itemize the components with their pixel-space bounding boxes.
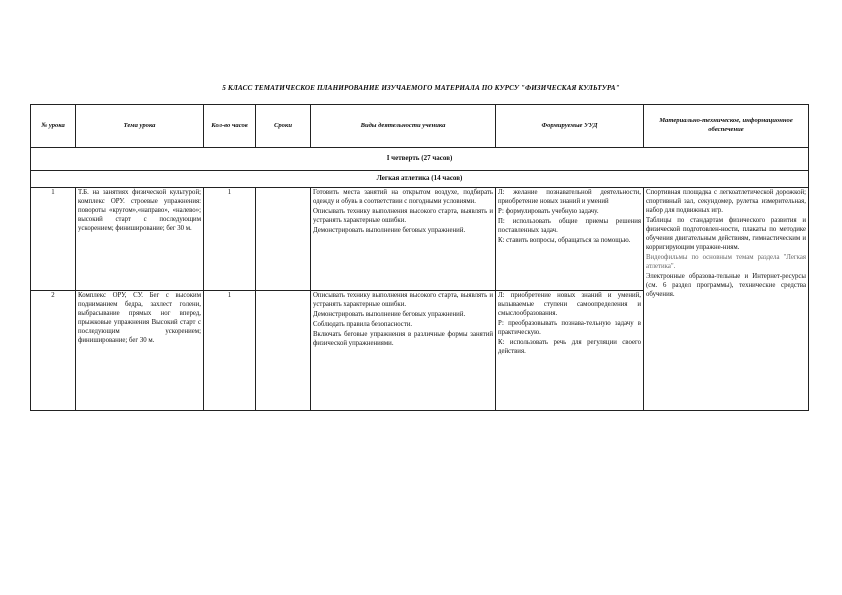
quarter-title: I четверть (27 часов) [31, 148, 809, 171]
activity-item: Демонстрировать выполнение беговых упражнений. [313, 310, 466, 318]
header-materials: Материально-техническое, информационное обеспечение [644, 105, 809, 148]
thematic-plan-table [30, 104, 809, 411]
uud-item: Р: преобразовывать познава-тельную задачу в практическую. [498, 319, 641, 336]
activity-item: Демонстрировать выполнение беговых упражнений. [313, 226, 466, 234]
lesson-topic: Комплекс ОРУ, СУ. Бег с высоким подниманием бедра, захлест голени, выбрасывание прямых ног вперед, прыжковые упражнения Высокий старт с последующим ускорением; финиширование; бег 30 м. [76, 291, 204, 411]
section-title: Легкая атлетика (14 часов) [31, 171, 809, 188]
lesson-dates [256, 291, 311, 411]
materials-cell [644, 188, 809, 411]
header-num: № урока [31, 105, 76, 148]
lesson-hours: 1 [204, 188, 256, 291]
activity-item: Соблюдать правила безопасности. [313, 320, 413, 328]
activity-cell [311, 291, 496, 411]
materials-item: Спортивная площадка с легкоатлетической дорожкой; спортивный зал, секундомер, рулетка измерительная, набор для подвижных игр. [646, 189, 806, 214]
activity-item: Описывать технику выполнения высокого старта, выявлять и устранять характерные ошибки. [313, 207, 493, 224]
header-topic: Тема урока [76, 105, 204, 148]
uud-cell [496, 291, 644, 411]
materials-item: Таблицы по стандартам физического развития и физической подготовлен-ности, плакаты по методике обучения двигательным действиям, гимнастическим и корригирующим упражне-ниям. [646, 216, 806, 251]
page-title: 5 КЛАСС ТЕМАТИЧЕСКОЕ ПЛАНИРОВАНИЕ ИЗУЧАЕМОГО МАТЕРИАЛА ПО КУРСУ "ФИЗИЧЕСКАЯ КУЛЬТУРА" [222, 84, 620, 92]
activity-item: Описывать технику выполнения высокого старта, выявлять и устранять характерные ошибки. [313, 292, 493, 308]
header-dates: Сроки [256, 105, 311, 148]
header-row [31, 105, 809, 148]
uud-item: К: использовать речь для регуляции своего действия. [498, 338, 641, 355]
lesson-topic: Т.Б. на занятиях физической культурой; комплекс ОРУ. строевые упражнения: повороты «кругом»,«направо», «налево»; высокий старт с последующим ускорением; финиширование; бег 30 м. [76, 188, 204, 291]
materials-item: Видеофильмы по основным темам раздела "Легкая атлетика". [646, 253, 806, 270]
activity-cell [311, 188, 496, 291]
activity-item: Включать беговые упражнения в различные формы занятий физической упражнениями. [313, 330, 493, 347]
header-uud: Формируемые УУД [496, 105, 644, 148]
uud-item: К: ставить вопросы, обращаться за помощью. [498, 236, 631, 244]
quarter-row [31, 148, 809, 171]
uud-item: П: использовать общие приемы решения поставленных задач. [498, 217, 641, 234]
lesson-dates [256, 188, 311, 291]
table-row [31, 188, 809, 291]
activity-item: Готовить места занятий на открытом воздухе, подбирать одежду и обувь в соответствии с погодными условиями. [313, 189, 493, 205]
lesson-number: 1 [31, 188, 76, 291]
uud-item: Р: формулировать учебную задачу. [498, 207, 599, 215]
uud-item: Л: желание познавательной деятельности, приобретение новых знаний и умений [498, 189, 641, 205]
header-hours: Кол-во часов [204, 105, 256, 148]
lesson-number: 2 [31, 291, 76, 411]
lesson-hours: 1 [204, 291, 256, 411]
header-activity: Виды деятельности ученика [311, 105, 496, 148]
materials-item: Электронные образова-тельные и Интернет-ресурсы (см. 6 раздел программы), технические средства обучения. [646, 272, 806, 298]
uud-item: Л: приобретение новых знаний и умений, вызываемые ступени самоопределения и смыслообразования. [498, 292, 641, 317]
section-row [31, 171, 809, 188]
uud-cell [496, 188, 644, 291]
